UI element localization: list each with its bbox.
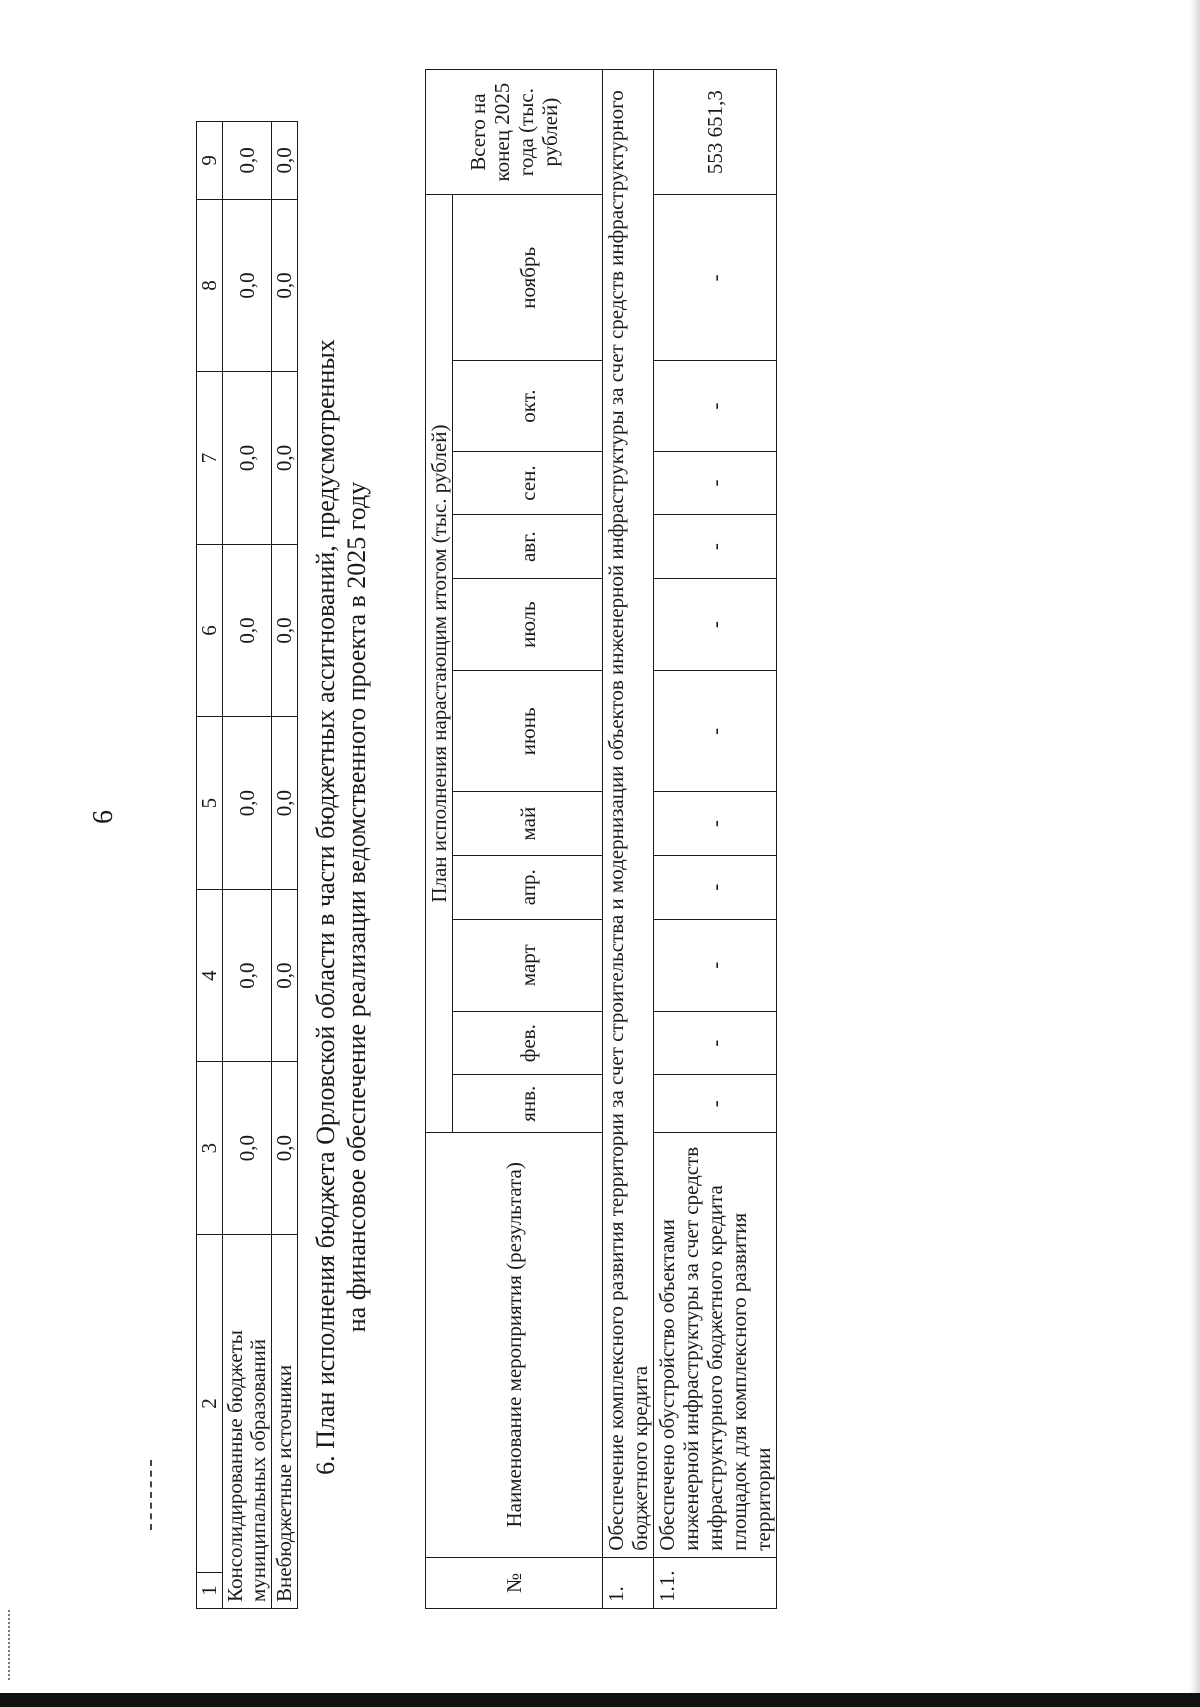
month-value: -	[654, 578, 777, 670]
month-header: ноябрь	[453, 195, 603, 361]
table-row	[272, 122, 298, 1609]
cell-value: 0,0	[272, 717, 298, 890]
month-value: -	[654, 1011, 777, 1075]
month-header: авг.	[453, 515, 603, 579]
month-value: -	[654, 919, 777, 1011]
column-number: 8	[197, 199, 223, 372]
budget-execution-plan-table	[425, 69, 777, 1609]
month-value: -	[654, 855, 777, 919]
month-header: июнь	[453, 671, 603, 792]
month-value: -	[654, 792, 777, 856]
month-header: май	[453, 792, 603, 856]
cell-value: 0,0	[272, 544, 298, 717]
column-number: 9	[197, 122, 223, 200]
page-number: 6	[88, 810, 119, 824]
cell-value: 0,0	[223, 544, 272, 717]
scan-edge	[0, 1693, 1200, 1707]
table-header-row	[426, 70, 453, 1609]
column-number: 6	[197, 544, 223, 717]
row-number: 1.	[603, 1557, 654, 1608]
table-header-row	[197, 122, 223, 1609]
column-number: 2	[197, 1234, 223, 1572]
month-header: янв.	[453, 1075, 603, 1132]
cell-value: 0,0	[272, 199, 298, 372]
table-row	[223, 122, 272, 1609]
table-row	[654, 70, 777, 1609]
cell-value: 0,0	[272, 889, 298, 1062]
row-label: Консолидированные бюджеты муниципальных образований	[223, 1234, 272, 1608]
column-number: 7	[197, 372, 223, 545]
month-value: -	[654, 451, 777, 515]
column-number: 1	[197, 1573, 223, 1609]
row-name: Обеспечено обустройство объектами инженерной инфраструктуры за счет средств инфраструктурного бюджетного кредита площадок для комплексного развития территории	[654, 1132, 777, 1557]
month-header: окт.	[453, 361, 603, 451]
funding-sources-table	[196, 121, 298, 1609]
column-number: 5	[197, 717, 223, 890]
cell-value: 0,0	[223, 1062, 272, 1235]
cell-value: 0,0	[223, 372, 272, 545]
month-header: март	[453, 919, 603, 1011]
header-number: №	[426, 1557, 603, 1608]
cell-value: 0,0	[223, 717, 272, 890]
month-header: фев.	[453, 1011, 603, 1075]
cell-value: 0,0	[272, 1062, 298, 1235]
column-number: 3	[197, 1062, 223, 1235]
month-value: -	[654, 1075, 777, 1132]
row-number: 1.1.	[654, 1557, 777, 1608]
section-title-line: 6. План исполнения бюджета Орловской области в части бюджетных ассигнований, предусмотренных	[311, 339, 340, 1475]
cell-value: 0,0	[223, 122, 272, 200]
cell-value: 0,0	[272, 372, 298, 545]
month-value: -	[654, 515, 777, 579]
month-header: сен.	[453, 451, 603, 515]
row-label: Внебюджетные источники	[272, 1234, 298, 1608]
header-total: Всего на конец 2025 года (тыс. рублей)	[426, 70, 603, 195]
month-header: апр.	[453, 855, 603, 919]
section-row-text: Обеспечение комплексного развития территории за счет строительства и модернизации объектов инженерной инфраструктуры за счет средств инфраструктурного бюджетного кредита	[603, 70, 654, 1558]
month-header: июль	[453, 578, 603, 670]
cell-value: 0,0	[272, 122, 298, 200]
header-name: Наименование мероприятия (результата)	[426, 1132, 603, 1557]
section-title	[310, 257, 372, 1557]
section-row	[603, 70, 654, 1609]
cell-value: 0,0	[223, 889, 272, 1062]
column-number: 4	[197, 889, 223, 1062]
month-value: -	[654, 671, 777, 792]
month-value: -	[654, 195, 777, 361]
section-title-line: на финансовое обеспечение реализации ведомственного проекта в 2025 году	[342, 481, 371, 1333]
cell-value: 0,0	[223, 199, 272, 372]
month-value: -	[654, 361, 777, 451]
header-plan: План исполнения нарастающим итогом (тыс. рублей)	[426, 195, 453, 1133]
total-value: 553 651,3	[654, 70, 777, 195]
